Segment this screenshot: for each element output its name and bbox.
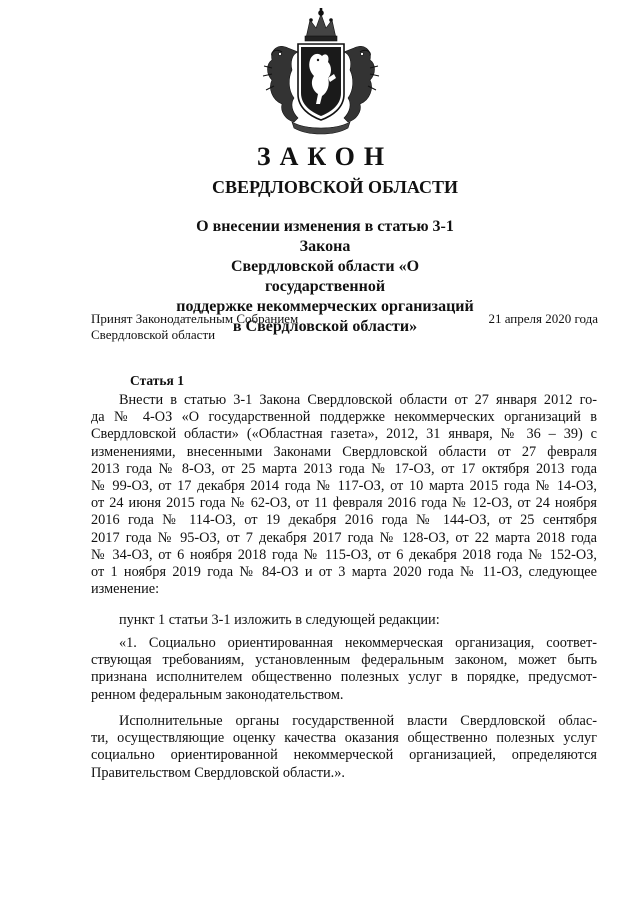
subject-line: Свердловской области «О государственной [230, 258, 420, 295]
text-line: 2017 года № 95-ОЗ, от 7 декабря 2017 года № 128-ОЗ, от 22 марта 2018 года [91, 529, 597, 546]
article-title: Статья 1 [130, 373, 184, 388]
article-paragraph [91, 713, 597, 782]
article-paragraph [91, 635, 597, 704]
text-line: Внести в статью 3-1 Закона Свердловской области от 27 января 2012 го- [119, 392, 597, 408]
text-line: изменение: [91, 581, 160, 598]
text-line: пункт 1 статьи 3-1 изложить в следующей редакции: [119, 612, 440, 628]
text-line: Исполнительные органы государственной власти Свердловской облас- [119, 713, 597, 729]
text-line: от 24 июня 2015 года № 62-ОЗ, от 11 февраля 2016 года № 12-ОЗ, от 24 ноября [91, 495, 597, 512]
text-line: ствующая требованиям, установленным федеральным законом, может быть [91, 652, 597, 669]
adoption-date: 21 апреля 2020 года [488, 311, 598, 326]
text-line: Правительством Свердловской области.». [91, 764, 345, 781]
subject-line: поддержке некоммерческих организаций [176, 298, 474, 315]
text-line: 2013 года № 8-ОЗ, от 25 марта 2013 года № 17-ОЗ, от 17 октября 2013 года [91, 460, 597, 477]
adoption-line: Свердловской области [91, 327, 216, 342]
text-line: № 34-ОЗ, от 6 ноября 2018 года № 115-ОЗ, от 6 декабря 2018 года № 152-ОЗ, [91, 546, 597, 563]
text-line: да № 4-ОЗ «О государственной поддержке некоммерческих организаций в [91, 409, 597, 426]
text-line: изменениями, внесенными Законами Свердловской области от 27 февраля [91, 443, 597, 460]
text-line: «1. Социально ориентированная некоммерческая организация, соответ- [119, 635, 597, 651]
subject-line: в Свердловской области» [232, 318, 418, 335]
text-line: от 1 ноября 2019 года № 84-ОЗ и от 3 марта 2020 года № 11-ОЗ, следующее [91, 564, 597, 581]
text-line: Свердловской области» («Областная газета», 2012, 31 января, № 36 – 39) с [91, 426, 597, 443]
coat-of-arms-emblem [258, 8, 384, 136]
text-line: социально ориентированной некоммерческой организацией, определяются [91, 747, 597, 764]
subject-line: О внесении изменения в статью 3-1 Закона [196, 218, 454, 255]
document-title: ЗАКОН [256, 142, 394, 171]
document-subtitle: СВЕРДЛОВСКОЙ ОБЛАСТИ [212, 177, 458, 197]
text-line: признана исполнителем общественно полезных услуг в порядке, предусмот- [91, 669, 597, 686]
article-paragraph [91, 392, 597, 598]
text-line: 2016 года № 114-ОЗ, от 19 декабря 2016 года № 144-ОЗ, от 25 сентября [91, 512, 597, 529]
text-line: № 99-ОЗ, от 17 декабря 2014 года № 117-ОЗ, от 10 марта 2015 года № 14-ОЗ, [91, 478, 597, 495]
text-line: ренном федеральным законодательством. [91, 686, 344, 703]
text-line: ти, осуществляющие оценку качества оказания общественно полезных услуг [91, 730, 597, 747]
adoption-line: Принят Законодательным Собранием [91, 311, 299, 326]
article-paragraph [91, 612, 597, 629]
adoption-info [91, 311, 298, 343]
